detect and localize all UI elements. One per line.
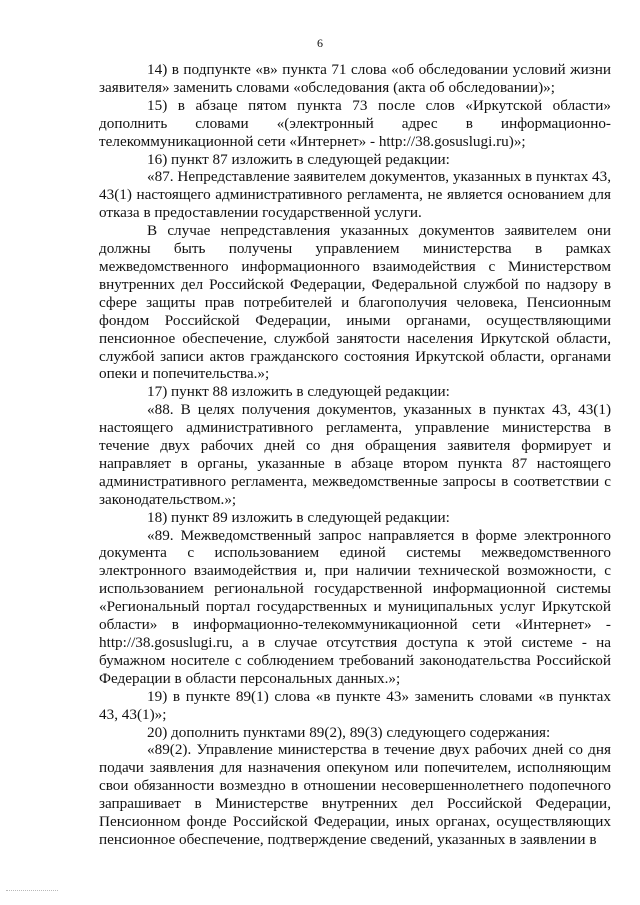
paragraph-88: «88. В целях получения документов, указанных в пунктах 43, 43(1) настоящего административного регламента, управление министерства в течение двух рабочих дней со дня обращения заявителя формирует и направляет в органы, указанные в абзаце втором пункта 87 настоящего административного регламента, межведомственные запросы в соответствии с законодательством.»; (99, 401, 611, 508)
paragraph-17: 17) пункт 88 изложить в следующей редакции: (147, 383, 450, 401)
paragraph-16: 16) пункт 87 изложить в следующей редакции: (147, 150, 450, 168)
paragraph-89-2: «89(2). Управление министерства в течение двух рабочих дней со дня подачи заявления для назначения опекуном или попечителем, исполняющим свои обязанности возмездно в отношении несовершеннолетнего подопечного запрашивает в Министерстве внутренних дел Российской Федерации, Пенсионном фонде Российской Федерации, иных органах, осуществляющих пенсионное обеспечение, подтверждение сведений, указанных в заявлении в (99, 741, 611, 848)
paragraph-87-second: В случае непредставления указанных документов заявителем они должны быть получены управлением министерства в рамках межведомственного информационного взаимодействия с Министерством внутренних дел Российской Федерации, Федеральной службой по надзору в сфере защиты прав потребителей и благополучия человека, Пенсионным фондом Российской Федерации, иными органами, осуществляющими пенсионное обеспечение, службой занятости населения Иркутской области, службой записи актов гражданского состояния Иркутской области, органами опеки и попечительства.»; (99, 222, 611, 383)
paragraph-89: «89. Межведомственный запрос направляется в форме электронного документа с использованием единой системы межведомственного электронного взаимодействия и, при наличии технической возможности, с использованием региональной государственной информационной системы «Региональный портал государственных и муниципальных услуг Иркутской области» в информационно-телекоммуникационной сети «Интернет» - http://38.gosuslugi.ru, а в случае отсутствия доступа к этой системе - на бумажном носителе с соблюдением требований законодательства Российской Федерации в области персональных данных.»; (99, 526, 611, 687)
paragraph-87-first: «87. Непредставление заявителем документов, указанных в пунктах 43, 43(1) настоящего административного регламента, не является основанием для отказа в предоставлении государственной услуги. (99, 168, 611, 222)
page-number: 6 (317, 36, 323, 50)
paragraph-15: 15) в абзаце пятом пункта 73 после слов «Иркутской области» дополнить словами «(электронный адрес в информационно-телекоммуникационной сети «Интернет» - http://38.gosuslugi.ru)»; (99, 96, 611, 150)
paragraph-18: 18) пункт 89 изложить в следующей редакции: (147, 508, 450, 526)
footer-rule (6, 890, 58, 891)
paragraph-14: 14) в подпункте «в» пункта 71 слова «об обследовании условий жизни заявителя» заменить словами «обследования (акта об обследовании)»; (99, 61, 611, 96)
paragraph-20: 20) дополнить пунктами 89(2), 89(3) следующего содержания: (147, 723, 551, 741)
paragraph-19: 19) в пункте 89(1) слова «в пункте 43» заменить словами «в пунктах 43, 43(1)»; (99, 687, 611, 723)
document-body (99, 61, 611, 849)
